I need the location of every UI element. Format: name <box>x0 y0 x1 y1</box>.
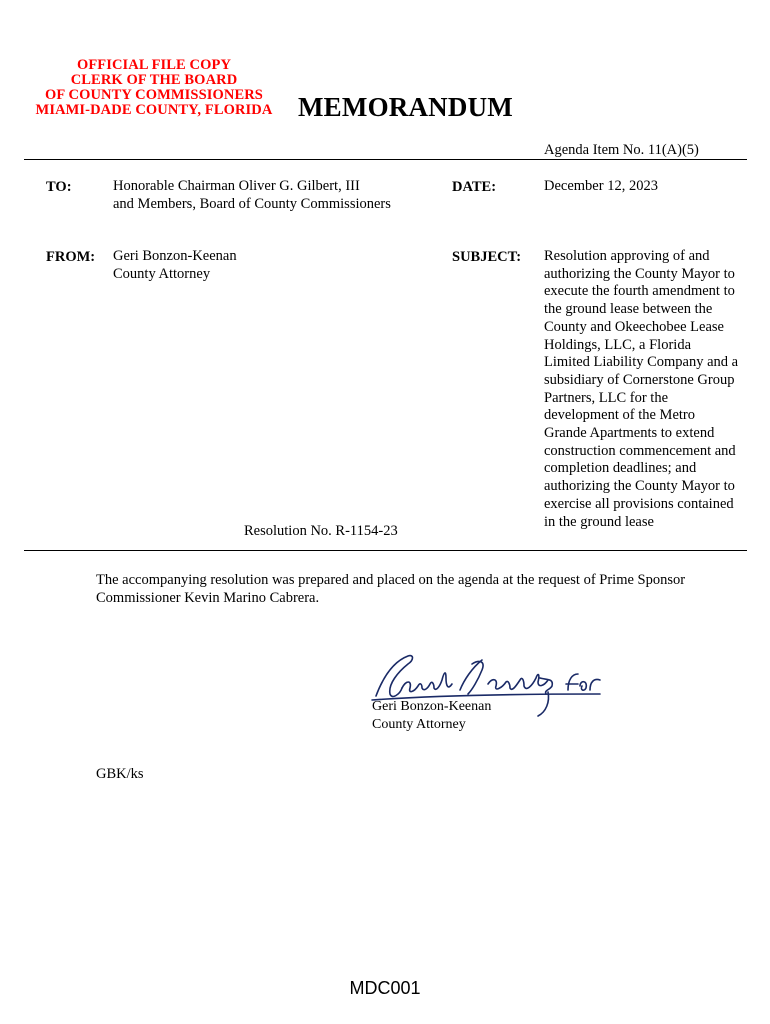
subject-label: SUBJECT: <box>452 249 522 265</box>
signature-name: Geri Bonzon-Keenan <box>372 699 492 714</box>
memo-title: MEMORANDUM <box>298 92 513 122</box>
stamp-line-2: CLERK OF THE BOARD <box>70 72 238 88</box>
header-divider <box>24 159 747 160</box>
subject-line: completion deadlines; and <box>544 460 697 477</box>
subject-line: exercise all provisions contained <box>544 495 734 512</box>
memo-body <box>96 571 736 607</box>
subject-line: authorizing the County Mayor to <box>544 265 735 282</box>
subject-line: Limited Liability Company and a <box>544 354 739 371</box>
subject-line: County and Okeechobee Lease <box>544 318 724 335</box>
to-line-2: and Members, Board of County Commissioners <box>113 195 391 212</box>
subject-line: Grande Apartments to extend <box>544 425 715 442</box>
body-line-1: The accompanying resolution was prepared and placed on the agenda at the request of Prime Sponsor <box>96 572 686 588</box>
subject-line: subsidiary of Cornerstone Group <box>544 371 735 388</box>
to-line-1: Honorable Chairman Oliver G. Gilbert, III <box>113 178 360 194</box>
footer-code: MDC001 <box>349 978 421 998</box>
from-label: FROM: <box>46 249 96 265</box>
stamp-line-4: MIAMI-DADE COUNTY, FLORIDA <box>35 102 273 118</box>
resolution-number: Resolution No. R-1154-23 <box>244 523 398 539</box>
from-title: County Attorney <box>113 265 211 282</box>
subject-line: the ground lease between the <box>544 301 713 318</box>
subject-line: construction commencement and <box>544 442 736 459</box>
subject-line: authorizing the County Mayor to <box>544 478 735 495</box>
subject-line: in the ground lease <box>544 513 654 530</box>
subject-line: Partners, LLC for the <box>544 389 669 406</box>
subject-line: development of the Metro <box>544 407 695 424</box>
official-file-copy-stamp <box>28 58 280 118</box>
agenda-item-number: Agenda Item No. 11(A)(5) <box>544 142 699 158</box>
to-recipient <box>113 178 391 214</box>
subject-text <box>544 248 754 531</box>
body-line-2: Commissioner Kevin Marino Cabrera. <box>96 590 320 606</box>
stamp-line-3: OF COUNTY COMMISSIONERS <box>45 87 263 103</box>
from-name: Geri Bonzon-Keenan <box>113 248 237 264</box>
date-label: DATE: <box>452 179 497 195</box>
from-sender <box>113 248 237 284</box>
date-value: December 12, 2023 <box>544 178 658 194</box>
subject-line: execute the fourth amendment to <box>544 283 735 300</box>
body-divider <box>24 550 747 551</box>
subject-line: Resolution approving of and <box>544 248 710 264</box>
stamp-line-1: OFFICIAL FILE COPY <box>76 57 232 73</box>
typist-initials: GBK/ks <box>96 766 144 782</box>
subject-line: Holdings, LLC, a Florida <box>544 336 692 353</box>
signature-block <box>372 698 491 734</box>
signature-title: County Attorney <box>372 717 466 732</box>
to-label: TO: <box>46 179 72 195</box>
